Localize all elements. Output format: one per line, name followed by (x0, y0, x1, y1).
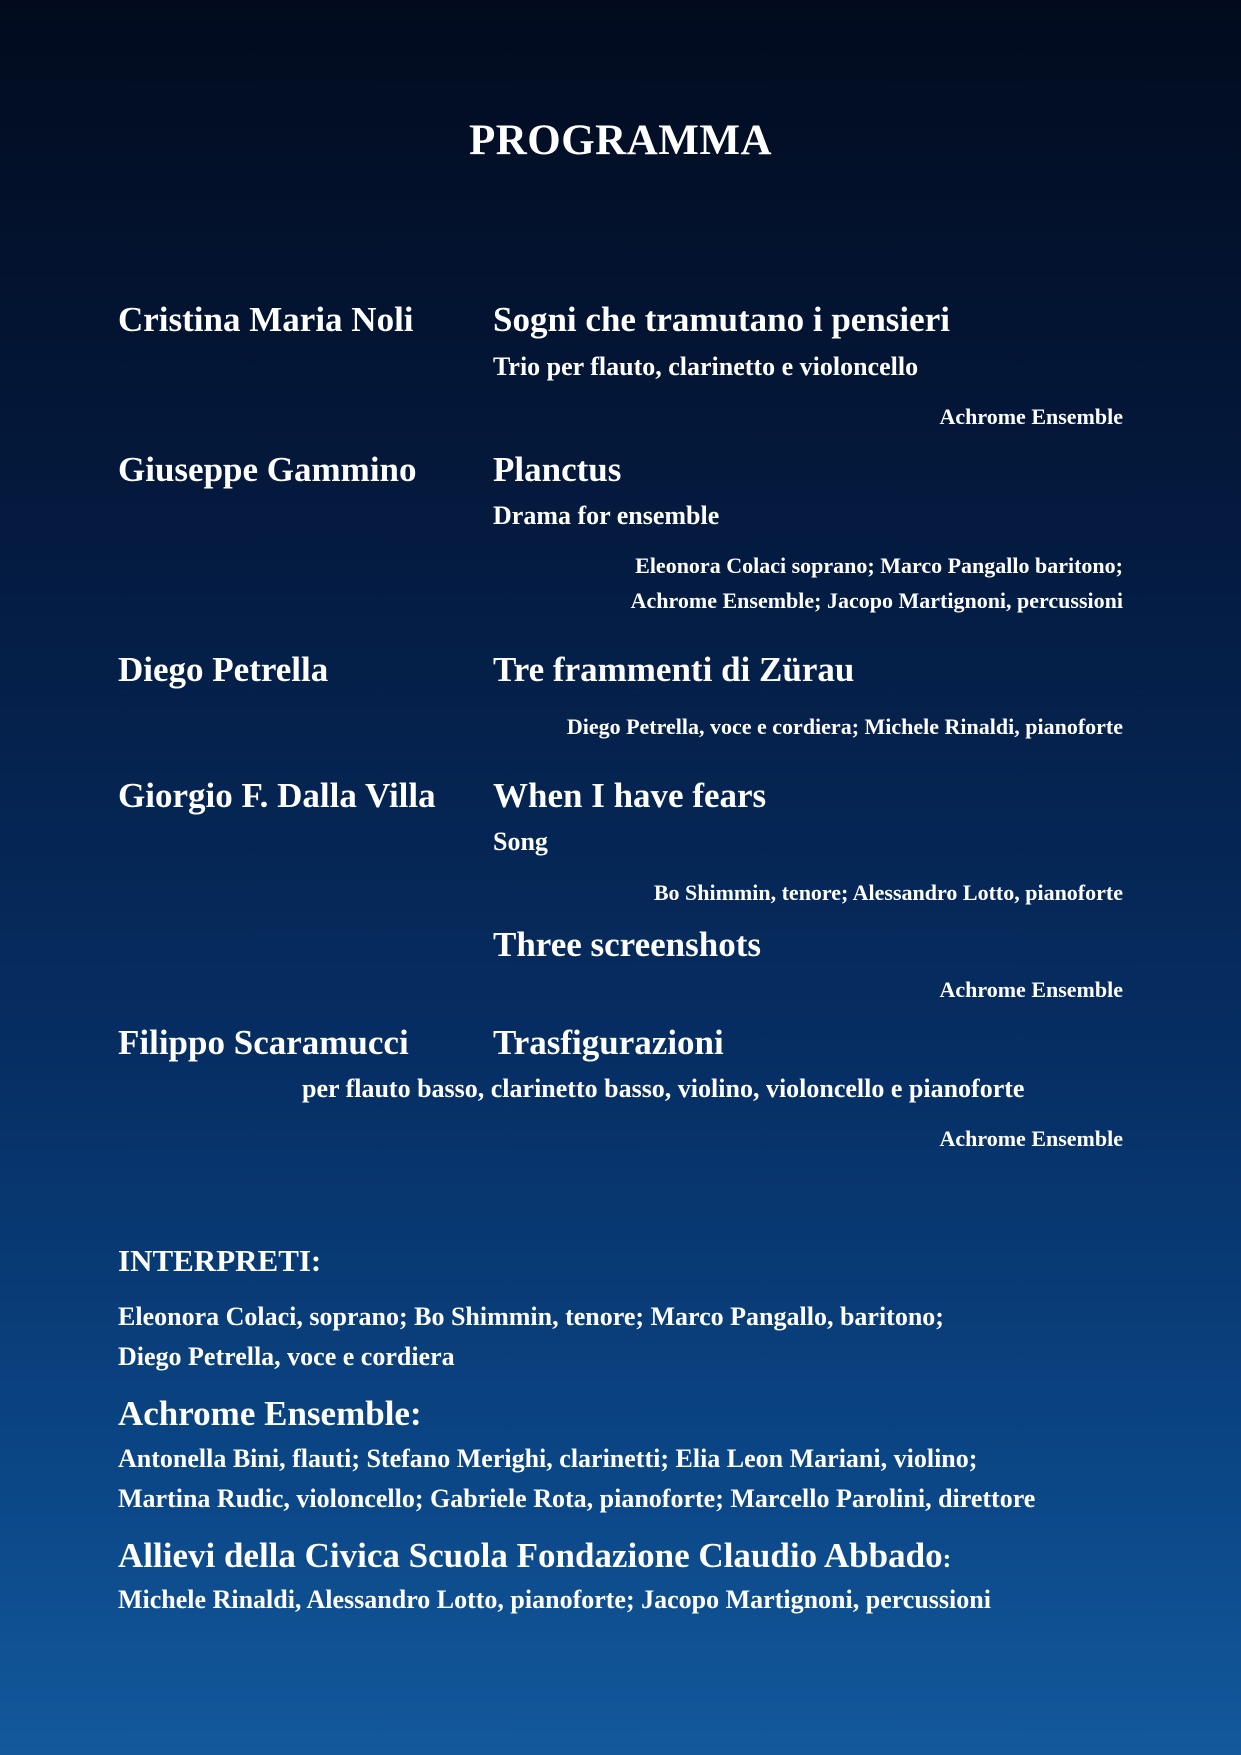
work-planctus: Planctus (493, 450, 622, 489)
interpreti-line-1: Eleonora Colaci, soprano; Bo Shimmin, tenore; Marco Pangallo, baritono; (118, 1302, 944, 1331)
work-sogni: Sogni che tramutano i pensieri (493, 300, 950, 339)
interpreti-heading: INTERPRETI: (118, 1243, 322, 1278)
work-trasfigurazioni-subtitle: per flauto basso, clarinetto basso, violino, violoncello e pianoforte (302, 1074, 1025, 1103)
allievi-heading-colon: : (942, 1544, 952, 1573)
work-zurau-performers: Diego Petrella, voce e cordiera; Michele Rinaldi, pianoforte (566, 714, 1123, 739)
interpreti-line-2: Diego Petrella, voce e cordiera (118, 1342, 455, 1371)
work-fears-performers: Bo Shimmin, tenore; Alessandro Lotto, pianoforte (653, 880, 1123, 905)
work-fears-subtitle: Song (493, 827, 548, 856)
achrome-line-1: Antonella Bini, flauti; Stefano Merighi, clarinetti; Elia Leon Mariani, violino; (118, 1444, 978, 1473)
achrome-line-2: Martina Rudic, violoncello; Gabriele Rota, pianoforte; Marcello Parolini, direttore (118, 1484, 1036, 1513)
composer-gammino: Giuseppe Gammino (118, 450, 417, 489)
work-trasfigurazioni-performers: Achrome Ensemble (939, 1126, 1123, 1151)
work-planctus-performers-line2: Achrome Ensemble; Jacopo Martignoni, percussioni (630, 588, 1123, 613)
composer-scaramucci: Filippo Scaramucci (118, 1023, 409, 1062)
work-sogni-subtitle: Trio per flauto, clarinetto e violoncello (493, 352, 919, 381)
composer-petrella: Diego Petrella (118, 650, 329, 689)
achrome-heading: Achrome Ensemble: (118, 1394, 422, 1433)
work-screenshots: Three screenshots (493, 925, 761, 964)
work-screenshots-performers: Achrome Ensemble (939, 977, 1123, 1002)
work-trasfigurazioni: Trasfigurazioni (493, 1023, 724, 1062)
work-planctus-performers-line1: Eleonora Colaci soprano; Marco Pangallo baritono; (635, 553, 1123, 578)
work-zurau: Tre frammenti di Zürau (493, 650, 855, 689)
allievi-heading (118, 1536, 951, 1576)
work-fears: When I have fears (493, 776, 767, 815)
page-title: PROGRAMMA (468, 117, 773, 164)
composer-noli: Cristina Maria Noli (118, 300, 414, 339)
composer-dallavilla: Giorgio F. Dalla Villa (118, 776, 436, 815)
allievi-line-1: Michele Rinaldi, Alessandro Lotto, pianoforte; Jacopo Martignoni, percussioni (118, 1585, 991, 1614)
allievi-heading-text: Allievi della Civica Scuola Fondazione Claudio Abbado (118, 1536, 943, 1575)
work-sogni-performers: Achrome Ensemble (939, 404, 1123, 429)
work-planctus-subtitle: Drama for ensemble (493, 501, 720, 530)
